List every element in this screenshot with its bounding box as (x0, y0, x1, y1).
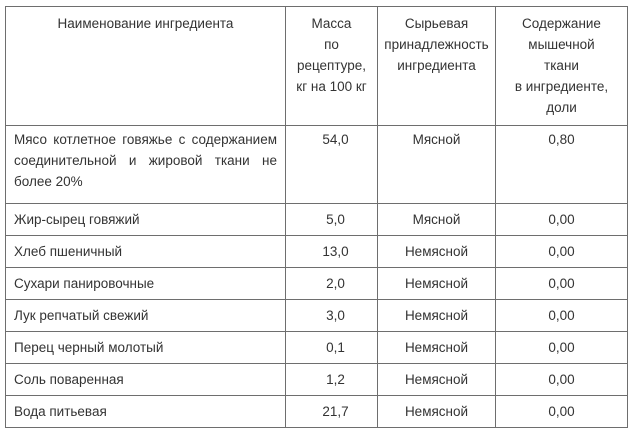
table-row (6, 126, 628, 204)
cell-share: 0,00 (496, 268, 628, 300)
cell-mass: 21,7 (286, 396, 378, 428)
cell-type: Немясной (378, 300, 496, 332)
table-row (6, 204, 628, 236)
header-share-line: в ингредиенте, (514, 79, 609, 94)
cell-ingredient: Хлеб пшеничный (6, 236, 286, 268)
cell-type: Немясной (378, 364, 496, 396)
cell-share: 0,80 (496, 126, 628, 204)
header-share-line: ткани (544, 58, 579, 73)
cell-type: Немясной (378, 236, 496, 268)
header-muscle-share (496, 7, 628, 126)
cell-ingredient: Лук репчатый свежий (6, 300, 286, 332)
table-header-row (6, 7, 628, 126)
header-mass-line: Масса (311, 16, 352, 31)
cell-share: 0,00 (496, 364, 628, 396)
recipe-table (5, 6, 628, 428)
cell-ingredient: Мясо котлетное говяжье с содержанием соединительной и жировой ткани не более 20% (6, 126, 286, 204)
header-share-line: доли (546, 100, 577, 115)
header-type-line: принадлежность (384, 37, 489, 52)
header-share-line: мышечной (528, 37, 595, 52)
cell-ingredient: Вода питьевая (6, 396, 286, 428)
cell-share: 0,00 (496, 332, 628, 364)
header-mass (286, 7, 378, 126)
table-row (6, 364, 628, 396)
header-ingredient-name: Наименование ингредиента (6, 7, 286, 126)
cell-ingredient: Перец черный молотый (6, 332, 286, 364)
cell-ingredient: Сухари панировочные (6, 268, 286, 300)
table-row (6, 332, 628, 364)
table-row (6, 300, 628, 332)
header-mass-line: рецептуре, (296, 58, 367, 73)
header-type-line: ингредиента (397, 58, 476, 73)
cell-mass: 54,0 (286, 126, 378, 204)
cell-share: 0,00 (496, 300, 628, 332)
cell-share: 0,00 (496, 236, 628, 268)
header-raw-type (378, 7, 496, 126)
cell-type: Немясной (378, 332, 496, 364)
header-type-line: Сырьевая (404, 16, 469, 31)
cell-share: 0,00 (496, 396, 628, 428)
cell-mass: 13,0 (286, 236, 378, 268)
cell-mass: 0,1 (286, 332, 378, 364)
cell-type: Мясной (378, 204, 496, 236)
cell-mass: 3,0 (286, 300, 378, 332)
header-mass-line: кг на 100 кг (296, 79, 367, 94)
cell-ingredient: Соль поваренная (6, 364, 286, 396)
header-share-line: Содержание (522, 16, 601, 31)
header-mass-line: по (324, 37, 339, 52)
table-row (6, 268, 628, 300)
cell-ingredient: Жир-сырец говяжий (6, 204, 286, 236)
cell-share: 0,00 (496, 204, 628, 236)
table-row (6, 236, 628, 268)
cell-mass: 2,0 (286, 268, 378, 300)
cell-mass: 5,0 (286, 204, 378, 236)
recipe-table-container (5, 6, 628, 428)
cell-type: Немясной (378, 268, 496, 300)
cell-type: Немясной (378, 396, 496, 428)
table-row (6, 396, 628, 428)
cell-mass: 1,2 (286, 364, 378, 396)
cell-type: Мясной (378, 126, 496, 204)
